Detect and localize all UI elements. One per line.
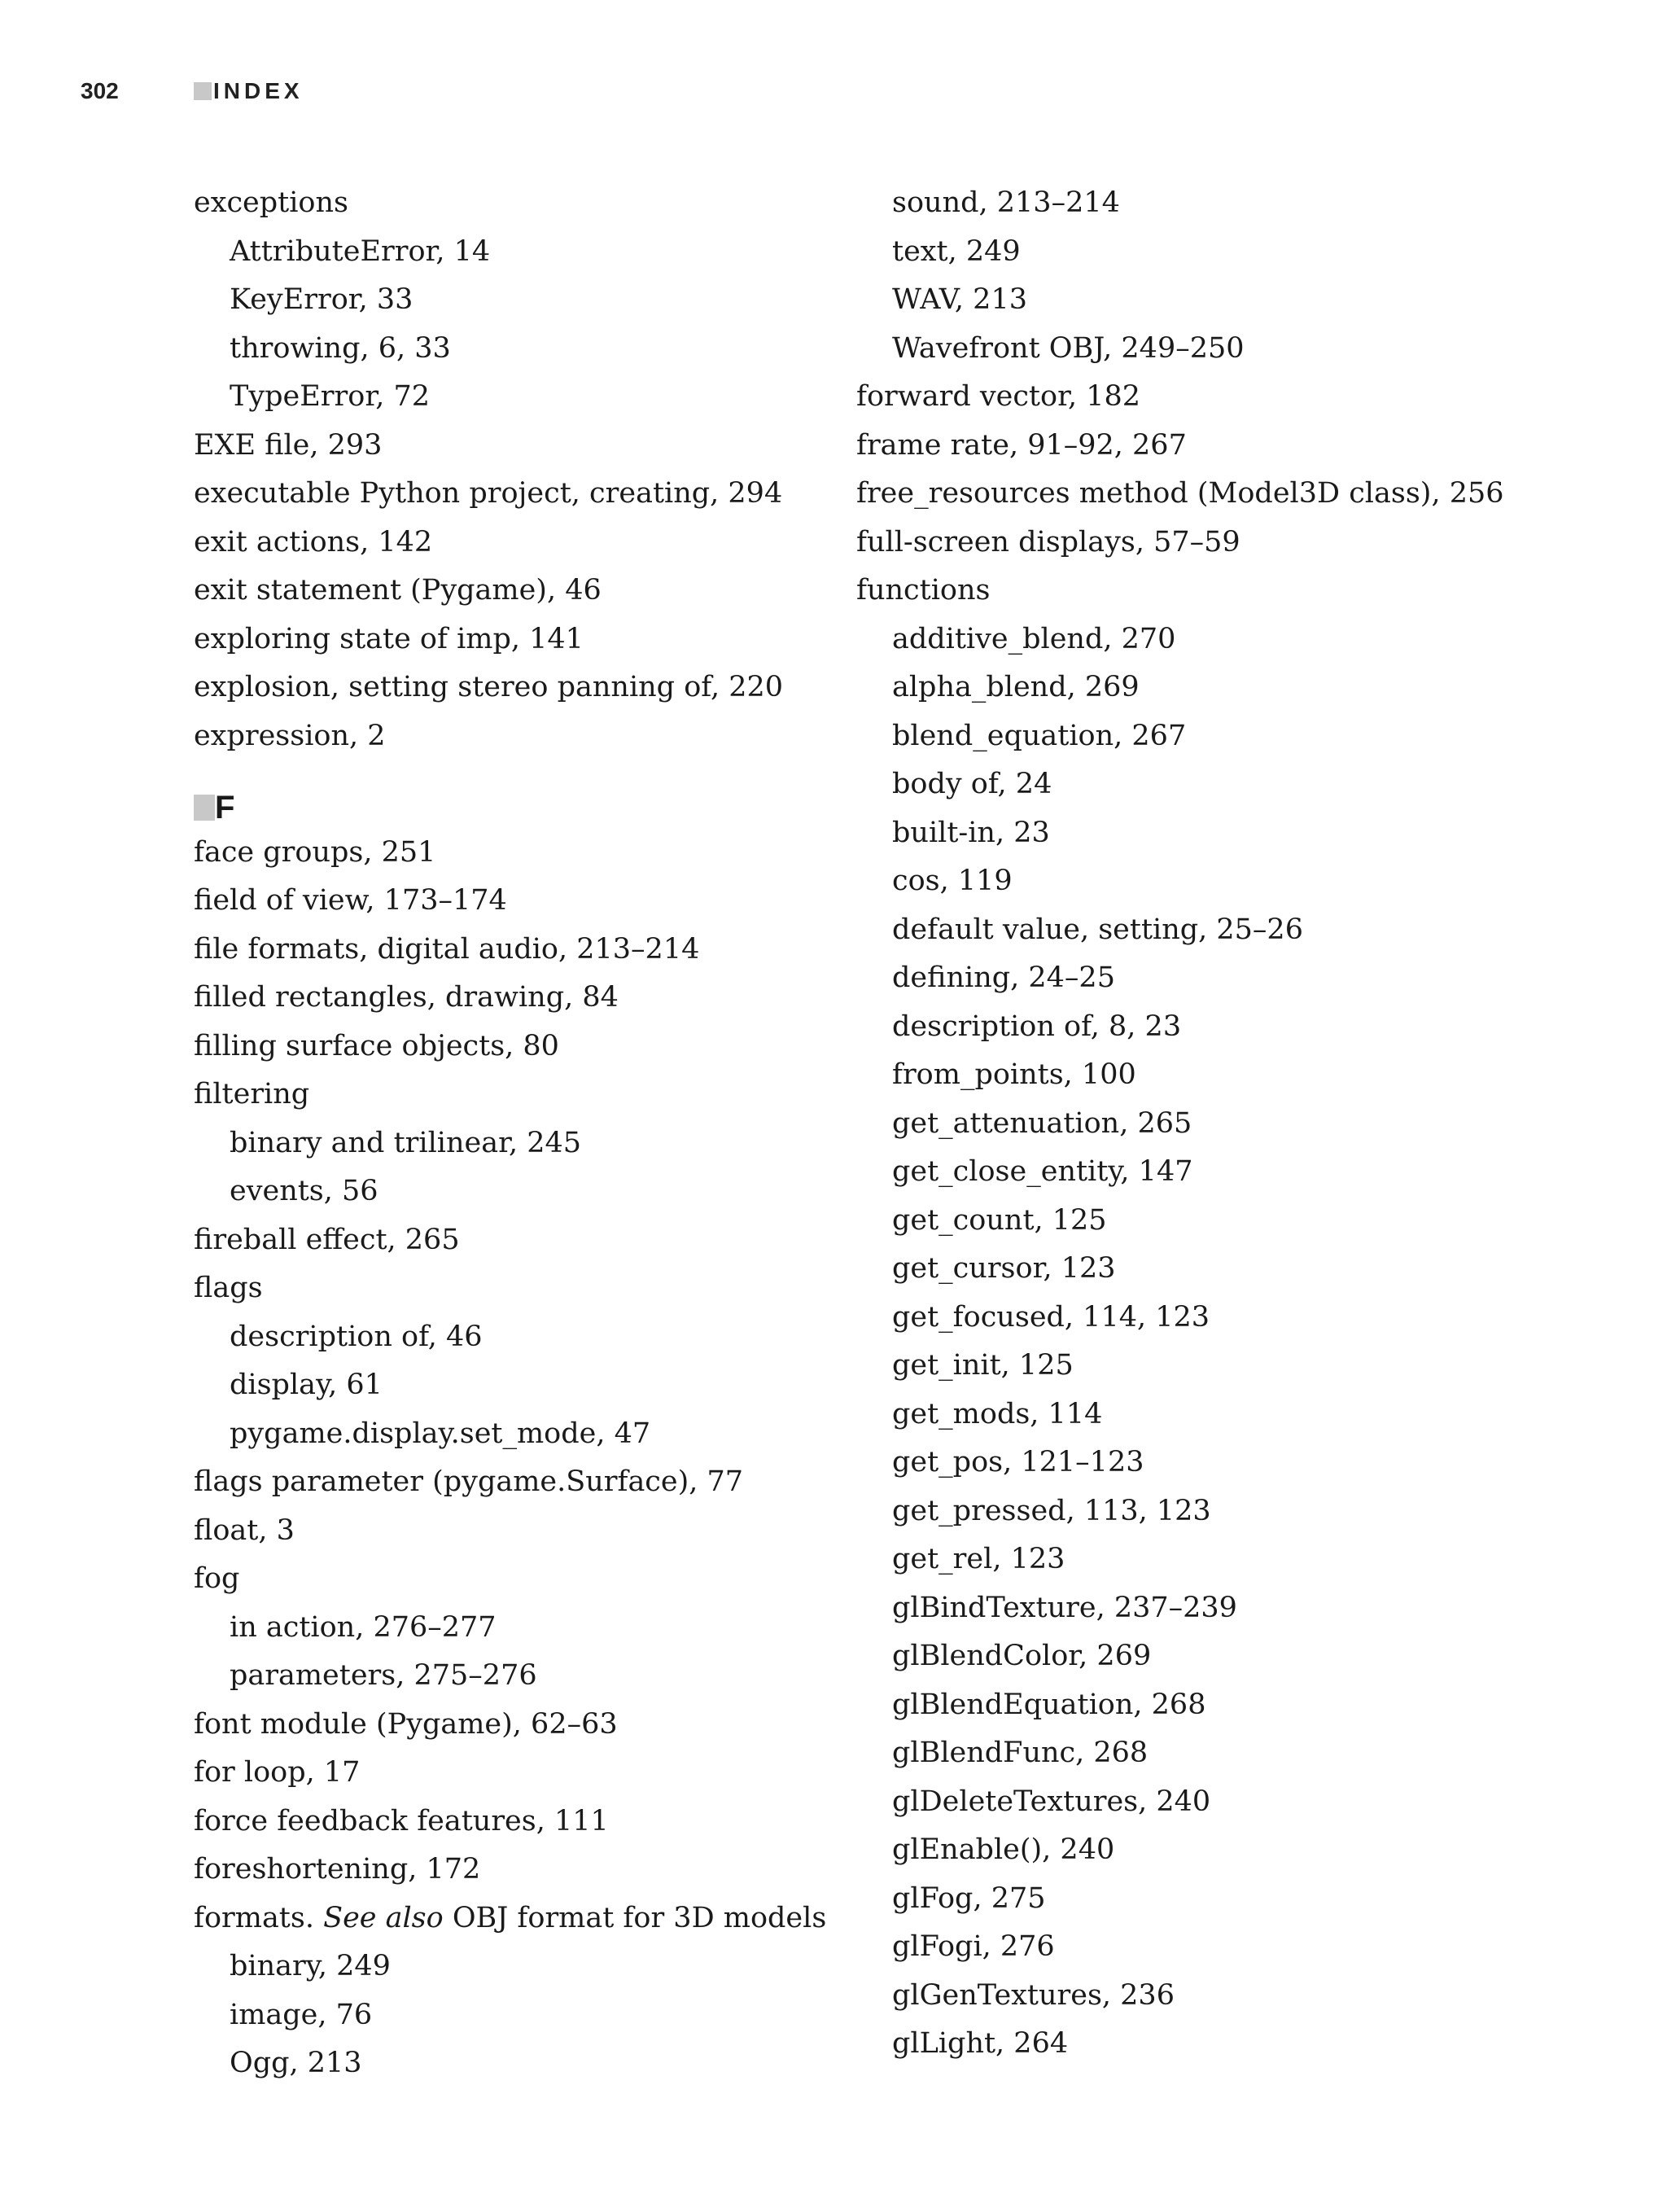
index-subentry: get_focused, 114, 123 bbox=[892, 1300, 1210, 1334]
index-subentry: glLight, 264 bbox=[892, 2027, 1069, 2060]
index-subentry: binary, 249 bbox=[230, 1950, 391, 1982]
index-subentry: from_points, 100 bbox=[892, 1058, 1136, 1091]
index-subentry: get_pressed, 113, 123 bbox=[892, 1494, 1211, 1527]
index-entry: exploring state of imp, 141 bbox=[194, 622, 584, 655]
running-head bbox=[194, 78, 304, 104]
index-subentry: default value, setting, 25–26 bbox=[892, 913, 1303, 946]
index-entry: EXE file, 293 bbox=[194, 428, 383, 462]
index-subentry: glBlendFunc, 268 bbox=[892, 1737, 1149, 1769]
index-subentry: glGenTextures, 236 bbox=[892, 1978, 1175, 2012]
index-subentry: get_init, 125 bbox=[892, 1349, 1074, 1382]
index-entry: fog bbox=[194, 1562, 240, 1595]
index-subentry: parameters, 275–276 bbox=[230, 1659, 537, 1692]
index-subentry: WAV, 213 bbox=[892, 283, 1027, 316]
index-subentry: throwing, 6, 33 bbox=[230, 331, 451, 365]
index-entry: frame rate, 91–92, 267 bbox=[856, 428, 1187, 462]
index-entry: free_resources method (Model3D class), 256 bbox=[856, 477, 1504, 510]
index-entry: explosion, setting stereo panning of, 220 bbox=[194, 671, 784, 703]
index-subentry: get_mods, 114 bbox=[892, 1397, 1103, 1430]
section-letter: F bbox=[215, 789, 235, 826]
index-column-right bbox=[856, 179, 1524, 2069]
index-subentry: additive_blend, 270 bbox=[892, 622, 1176, 655]
index-entry: full-screen displays, 57–59 bbox=[856, 525, 1240, 558]
index-subentry: Ogg, 213 bbox=[230, 2047, 362, 2079]
index-subentry: text, 249 bbox=[892, 234, 1021, 268]
index-subentry: get_cursor, 123 bbox=[892, 1252, 1116, 1285]
index-subentry: glFog, 275 bbox=[892, 1881, 1046, 1915]
index-subentry: blend_equation, 267 bbox=[892, 719, 1187, 752]
index-entry: float, 3 bbox=[194, 1513, 295, 1547]
index-column-left bbox=[194, 179, 861, 2088]
index-entry: exit statement (Pygame), 46 bbox=[194, 574, 602, 607]
index-subentry: get_close_entity, 147 bbox=[892, 1155, 1193, 1188]
index-entry: foreshortening, 172 bbox=[194, 1853, 481, 1886]
index-subentry: display, 61 bbox=[230, 1369, 383, 1401]
index-subentry: Wavefront OBJ, 249–250 bbox=[892, 331, 1245, 365]
index-subentry: built-in, 23 bbox=[892, 816, 1050, 849]
index-entry: executable Python project, creating, 294 bbox=[194, 477, 783, 510]
running-head-label: INDEX bbox=[213, 78, 304, 103]
index-entry: flags bbox=[194, 1272, 263, 1304]
index-subentry: body of, 24 bbox=[892, 768, 1052, 800]
index-subentry: glBindTexture, 237–239 bbox=[892, 1591, 1237, 1624]
index-subentry: KeyError, 33 bbox=[230, 283, 413, 316]
index-entry: face groups, 251 bbox=[194, 835, 436, 869]
index-subentry: image, 76 bbox=[230, 1998, 373, 2031]
index-entry: for loop, 17 bbox=[194, 1756, 361, 1789]
index-subentry: cos, 119 bbox=[892, 865, 1013, 897]
index-subentry: get_attenuation, 265 bbox=[892, 1106, 1192, 1140]
index-subentry: glFogi, 276 bbox=[892, 1930, 1055, 1963]
index-subentry: alpha_blend, 269 bbox=[892, 671, 1140, 703]
index-subentry: in action, 276–277 bbox=[230, 1610, 497, 1644]
index-subentry: glDeleteTextures, 240 bbox=[892, 1785, 1211, 1818]
index-subentry: sound, 213–214 bbox=[892, 186, 1120, 219]
page-number: 302 bbox=[81, 78, 119, 103]
index-entry: field of view, 173–174 bbox=[194, 884, 507, 917]
index-entries-f-continued bbox=[856, 179, 1524, 2069]
index-entry: filtering bbox=[194, 1078, 310, 1110]
index-entry: exit actions, 142 bbox=[194, 525, 433, 558]
index-subentry: AttributeError, 14 bbox=[230, 234, 491, 268]
index-entry: formats. See also OBJ format for 3D models bbox=[194, 1901, 827, 1934]
index-entry: filling surface objects, 80 bbox=[194, 1029, 559, 1062]
index-entries-f bbox=[194, 829, 861, 2088]
index-subentry: get_pos, 121–123 bbox=[892, 1446, 1144, 1478]
index-subentry: description of, 46 bbox=[230, 1320, 483, 1353]
index-entry: exceptions bbox=[194, 186, 349, 219]
index-entry: flags parameter (pygame.Surface), 77 bbox=[194, 1465, 744, 1498]
index-entries-e bbox=[194, 179, 861, 760]
running-head-marker bbox=[194, 82, 212, 100]
index-subentry: TypeError, 72 bbox=[230, 380, 430, 413]
index-subentry: get_rel, 123 bbox=[892, 1543, 1065, 1575]
section-heading-f bbox=[194, 780, 861, 829]
index-entry: font module (Pygame), 62–63 bbox=[194, 1707, 618, 1741]
index-subentry: binary and trilinear, 245 bbox=[230, 1126, 582, 1159]
index-entry: filled rectangles, drawing, 84 bbox=[194, 981, 619, 1014]
index-subentry: pygame.display.set_mode, 47 bbox=[230, 1417, 651, 1450]
index-subentry: glEnable(), 240 bbox=[892, 1833, 1115, 1866]
index-subentry: get_count, 125 bbox=[892, 1203, 1107, 1237]
index-entry: forward vector, 182 bbox=[856, 380, 1141, 413]
index-subentry: events, 56 bbox=[230, 1175, 378, 1207]
index-entry: fireball effect, 265 bbox=[194, 1223, 460, 1256]
index-entry: file formats, digital audio, 213–214 bbox=[194, 932, 700, 966]
index-entry: expression, 2 bbox=[194, 719, 386, 752]
index-subentry: defining, 24–25 bbox=[892, 961, 1115, 994]
index-entry: functions bbox=[856, 574, 991, 607]
see-also-reference: See also bbox=[323, 1901, 444, 1934]
index-subentry: glBlendEquation, 268 bbox=[892, 1688, 1206, 1721]
index-subentry: glBlendColor, 269 bbox=[892, 1640, 1152, 1672]
index-subentry: description of, 8, 23 bbox=[892, 1010, 1182, 1043]
section-marker bbox=[194, 795, 215, 821]
index-entry: force feedback features, 111 bbox=[194, 1804, 609, 1837]
